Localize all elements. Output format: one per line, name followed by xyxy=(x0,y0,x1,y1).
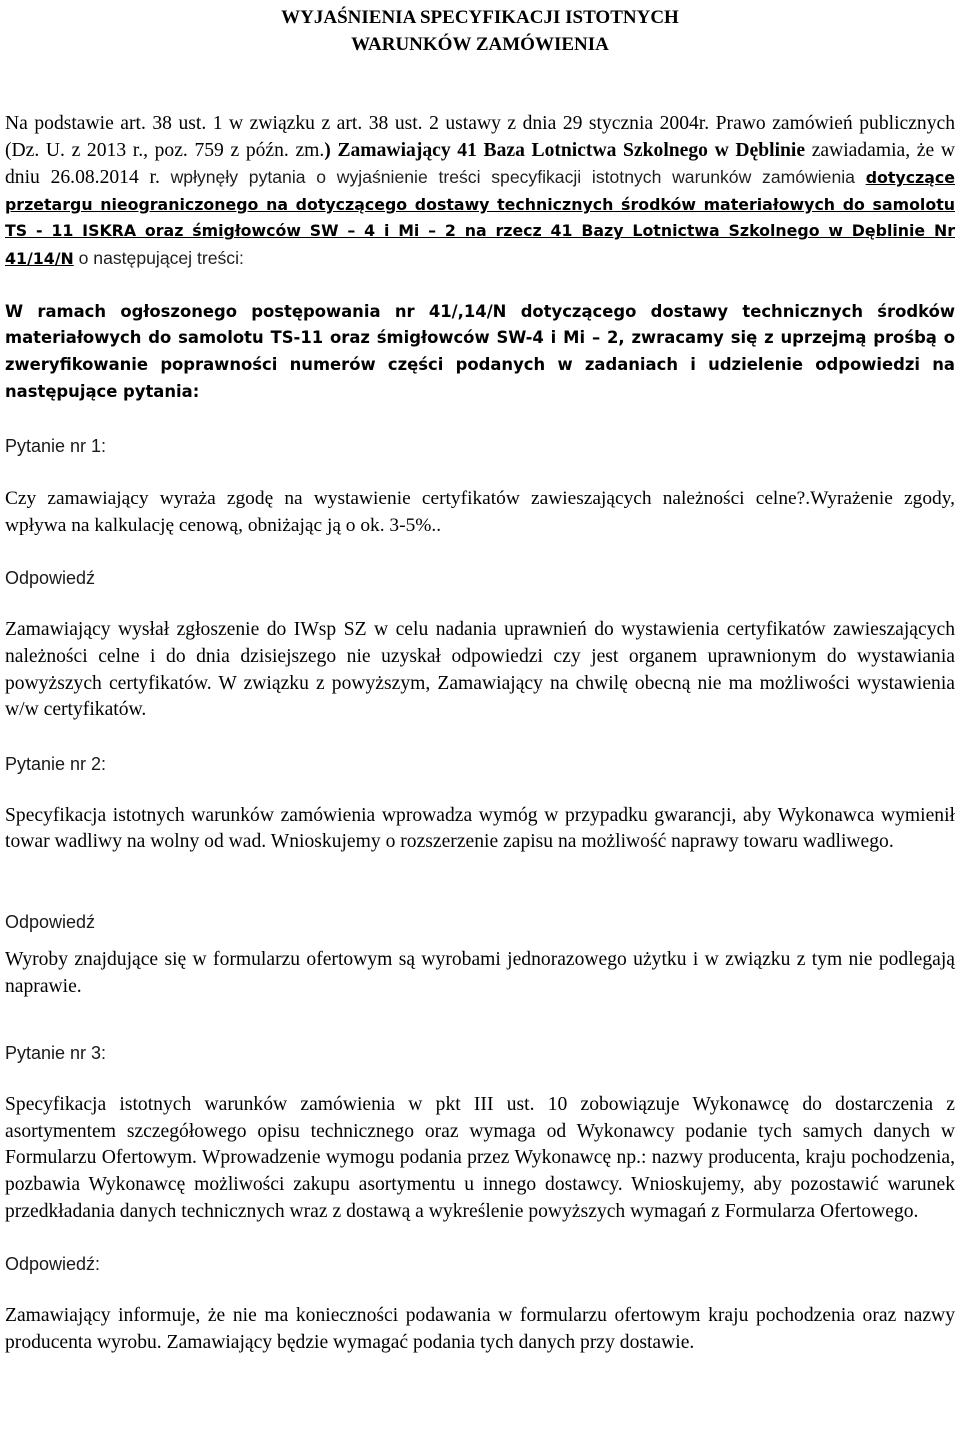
intro-contracting-authority: ) Zamawiający 41 Baza Lotnictwa Szkolnego w Dęblinie xyxy=(324,139,806,161)
lead-paragraph: W ramach ogłoszonego postępowania nr 41/,14/N dotyczącego dostawy technicznych środków materiałowych do samolotu TS-11 oraz śmigłowców SW-4 i Mi – 2, zwracamy się z uprzejmą prośbą o zweryfikowanie poprawności numerów części podanych w zadaniach i udzielenie odpowiedzi na następujące pytania: xyxy=(5,301,955,402)
question-2-heading: Pytanie nr 2: xyxy=(5,753,107,774)
answer-2-heading: Odpowiedź xyxy=(5,911,96,932)
intro-tender-subject: dotyczące przetargu nieograniczonego na dotyczącego dostawy technicznych środków materiałowych do samolotu TS - 11 ISKRA oraz śmigłowców SW – 4 i Mi – 2 na rzecz 41 Bazy Lotnictwa Szkolnego w Dęblinie Nr 41/14/N xyxy=(5,168,955,268)
answer-3-heading: Odpowiedź: xyxy=(5,1254,101,1275)
intro-questions-received: wpłynęły pytania o wyjaśnienie treści specyfikacji istotnych warunków zamówienia xyxy=(159,167,866,188)
title-line-1: WYJAŚNIENIA SPECYFIKACJI ISTOTNYCH xyxy=(281,7,679,28)
question-2-text: Specyfikacja istotnych warunków zamówienia wprowadza wymóg w przypadku gwarancji, aby Wykonawca wymienił towar wadliwy na wolny od wad. Wnioskujemy o rozszerzenie zapisu na możliwość naprawy towaru wadliwego. xyxy=(5,804,955,853)
question-3-text: Specyfikacja istotnych warunków zamówienia w pkt III ust. 10 zobowiązuje Wykonawcę do dostarczenia z asortymentem szczegółowego opisu technicznego oraz wymaga od Wykonawcy podanie tych samych danych w Formularzu Ofertowym. Wprowadzenie wymogu podania przez Wykonawcę np.: nazwy producenta, kraju pochodzenia, pozbawia Wykonawcę możliwości zakupu asortymentu u innego dostawcy. Wnioskujemy, aby pozostawić warunek przedkładania danych technicznych wraz z dostawą a wykreślenie powyższych wymagań z Formularza Ofertowego. xyxy=(5,1094,955,1222)
intro-legal-basis: Na podstawie art. 38 ust. 1 w związku z art. 38 ust. 2 ustawy z dnia 29 stycznia 2004r. Prawo zamówień publicznych (Dz. U. z 2013 r., poz. 759 z późn. zm. xyxy=(5,113,955,161)
intro-paragraph xyxy=(5,111,955,273)
intro-following-content: o następującej treści: xyxy=(73,247,244,268)
document-title xyxy=(5,4,955,58)
answer-1-text: Zamawiający wysłał zgłoszenie do IWsp SZ w celu nadania uprawnień do wystawienia certyfikatów zawieszających należności celne i do dnia dzisiejszego nie uzyskał odpowiedzi czy jest organem uprawnionym do wystawiania powyższych certyfikatów. W związku z powyższym, Zamawiający na chwilę obecną nie ma możliwości wystawienia w/w certyfikatów. xyxy=(5,619,955,721)
question-3-heading: Pytanie nr 3: xyxy=(5,1043,107,1064)
answer-3-text: Zamawiający informuje, że nie ma konieczności podawania w formularzu ofertowym kraju pochodzenia oraz nazwy producenta wyrobu. Zamawiający będzie wymagać podania tych danych przy dostawie. xyxy=(5,1305,955,1353)
answer-2-text: Wyroby znajdujące się w formularzu ofertowym są wyrobami jednorazowego użytku i w związku z tym nie podlegają naprawie. xyxy=(5,948,955,997)
question-1-text: Czy zamawiający wyraża zgodę na wystawienie certyfikatów zawieszających należności celne?.Wyrażenie zgody, wpływa na kalkulację cenową, obniżając ją o ok. 3-5%.. xyxy=(5,488,955,536)
answer-1-heading: Odpowiedź xyxy=(5,568,96,589)
intro-date: zawiadamia, że w dniu 26.08.2014 r. xyxy=(5,139,955,189)
question-1-heading: Pytanie nr 1: xyxy=(5,436,107,457)
title-line-2: WARUNKÓW ZAMÓWIENIA xyxy=(351,34,609,55)
